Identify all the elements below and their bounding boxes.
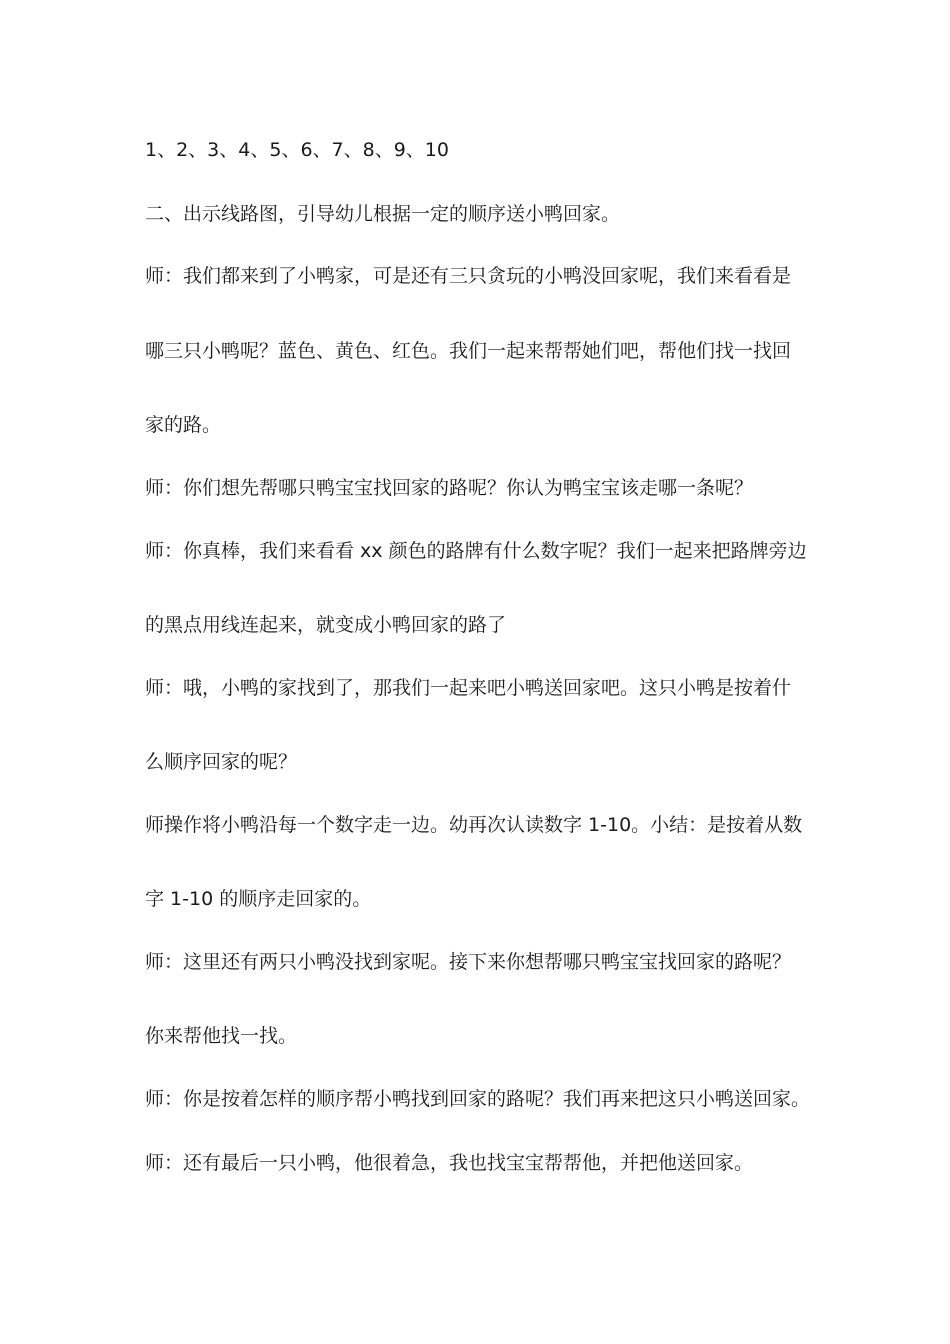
paragraph-line: 哪三只小鸭呢？蓝色、黄色、红色。我们一起来帮帮她们吧，帮他们找一找回: [145, 340, 792, 362]
number-sequence-line: 1、2、3、4、5、6、7、8、9、10: [145, 139, 449, 161]
paragraph-line: 师：你们想先帮哪只鸭宝宝找回家的路呢？你认为鸭宝宝该走哪一条呢？: [145, 477, 754, 499]
paragraph-line: 字 1-10 的顺序走回家的。: [145, 888, 372, 910]
paragraph-line: 师：哦，小鸭的家找到了，那我们一起来吧小鸭送回家吧。这只小鸭是按着什: [145, 677, 792, 699]
paragraph-line: 师：你是按着怎样的顺序帮小鸭找到回家的路呢？我们再来把这只小鸭送回家。: [145, 1088, 811, 1110]
paragraph-line: 你来帮他找一找。: [145, 1025, 298, 1047]
paragraph-line: 师：我们都来到了小鸭家，可是还有三只贪玩的小鸭没回家呢，我们来看看是: [145, 265, 792, 287]
paragraph-line: 师：还有最后一只小鸭，他很着急，我也找宝宝帮帮他，并把他送回家。: [145, 1152, 754, 1174]
paragraph-line: 么顺序回家的呢？: [145, 751, 298, 773]
paragraph-line: 的黑点用线连起来，就变成小鸭回家的路了: [145, 614, 507, 636]
section-heading: 二、出示线路图，引导幼儿根据一定的顺序送小鸭回家。: [145, 203, 621, 225]
paragraph-line: 师：这里还有两只小鸭没找到家呢。接下来你想帮哪只鸭宝宝找回家的路呢？: [145, 951, 792, 973]
paragraph-line: 师：你真棒，我们来看看 xx 颜色的路牌有什么数字呢？我们一起来把路牌旁边: [145, 540, 807, 562]
paragraph-line: 师操作将小鸭沿每一个数字走一边。幼再次认读数字 1-10。小结：是按着从数: [145, 814, 803, 836]
paragraph-line: 家的路。: [145, 414, 222, 436]
